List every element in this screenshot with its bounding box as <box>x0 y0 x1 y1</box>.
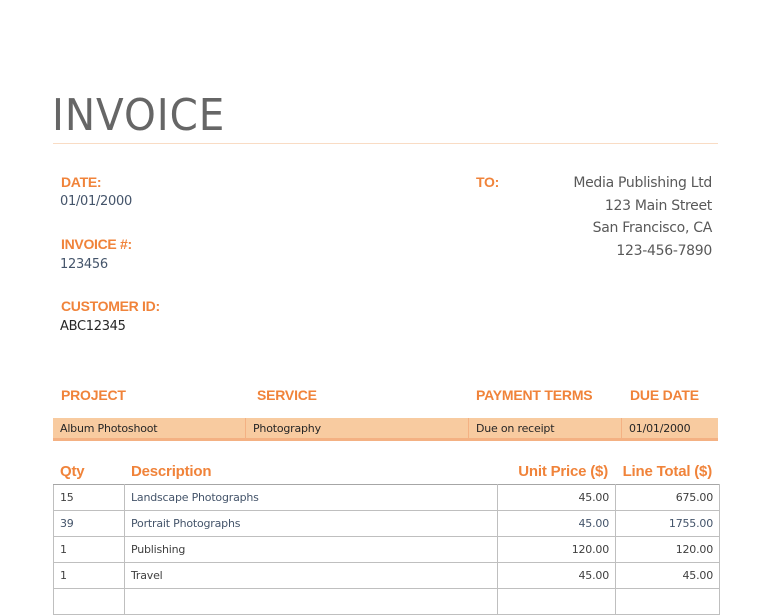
header-project: PROJECT <box>61 387 126 403</box>
project-row <box>53 418 718 441</box>
header-line-total: Line Total ($) <box>622 463 712 480</box>
table-row <box>54 563 720 589</box>
date-label: DATE: <box>61 174 102 190</box>
payment-terms-value: Due on receipt <box>469 418 622 438</box>
project-value: Album Photoshoot <box>53 418 246 438</box>
title-divider <box>53 143 718 144</box>
qty-cell: 39 <box>54 511 125 537</box>
invoice-number-label: INVOICE #: <box>61 236 132 252</box>
description-cell <box>125 589 498 615</box>
service-value: Photography <box>246 418 469 438</box>
unit-price-cell: 45.00 <box>498 511 616 537</box>
description-cell: Publishing <box>125 537 498 563</box>
recipient-phone: 123-456-7890 <box>616 242 712 259</box>
header-service: SERVICE <box>257 387 317 403</box>
invoice-number-value: 123456 <box>60 257 108 272</box>
line-items-table <box>53 484 720 615</box>
description-cell: Portrait Photographs <box>125 511 498 537</box>
due-date-value: 01/01/2000 <box>629 422 691 435</box>
unit-price-cell: 45.00 <box>498 485 616 511</box>
to-label: TO: <box>476 174 499 190</box>
invoice-title: INVOICE <box>52 90 226 141</box>
qty-cell <box>54 589 125 615</box>
qty-cell: 15 <box>54 485 125 511</box>
recipient-company: Media Publishing Ltd <box>573 175 712 191</box>
qty-cell: 1 <box>54 537 125 563</box>
line-total-cell <box>616 589 720 615</box>
line-total-cell: 1755.00 <box>616 511 720 537</box>
unit-price-cell: 120.00 <box>498 537 616 563</box>
table-row <box>54 485 720 511</box>
table-row <box>54 589 720 615</box>
table-row <box>54 511 720 537</box>
recipient-address <box>573 172 712 262</box>
header-due-date: DUE DATE <box>630 387 699 403</box>
header-qty: Qty <box>60 463 85 480</box>
customer-id-label: CUSTOMER ID: <box>61 298 160 314</box>
description-cell: Landscape Photographs <box>125 485 498 511</box>
header-unit-price: Unit Price ($) <box>518 463 608 480</box>
description-cell: Travel <box>125 563 498 589</box>
qty-cell: 1 <box>54 563 125 589</box>
line-total-cell: 675.00 <box>616 485 720 511</box>
line-total-cell: 120.00 <box>616 537 720 563</box>
recipient-street: 123 Main Street <box>604 197 712 214</box>
header-payment-terms: PAYMENT TERMS <box>476 387 593 403</box>
header-description: Description <box>131 463 212 480</box>
line-total-cell: 45.00 <box>616 563 720 589</box>
unit-price-cell: 45.00 <box>498 563 616 589</box>
recipient-city: San Francisco, CA <box>592 220 712 236</box>
customer-id-value: ABC12345 <box>60 319 126 334</box>
unit-price-cell <box>498 589 616 615</box>
date-value: 01/01/2000 <box>60 194 132 209</box>
table-row <box>54 537 720 563</box>
